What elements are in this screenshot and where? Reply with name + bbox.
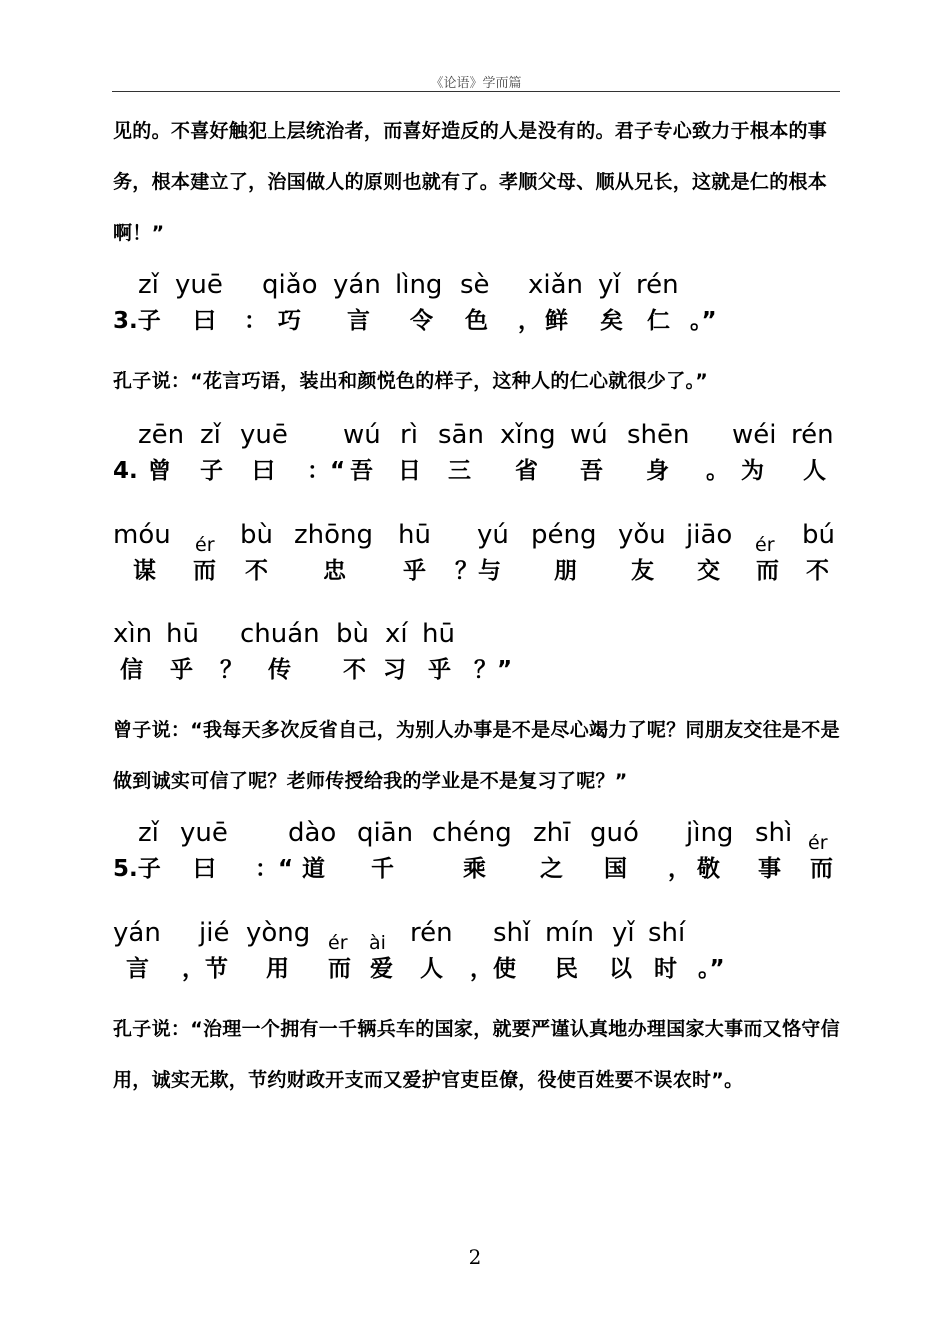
pinyin-syllable: shēn [627,420,690,450]
hanzi-char: 谋 [133,558,156,584]
hanzi-char: 之 [540,856,563,882]
pinyin-syllable: xiǎn [528,270,584,300]
hanzi-char: 曾 [148,458,171,484]
hanzi-char: 千 [371,856,394,882]
page-number: 2 [468,1245,482,1269]
pinyin-syllable: yuē [240,420,288,450]
hanzi-char: 不 [245,558,268,584]
pinyin-syllable: yuē [180,818,228,848]
hanzi-char: 仁 [647,308,670,334]
hanzi-char: 日 [398,458,421,484]
pinyin-syllable: yuē [175,270,223,300]
hanzi-char: 用 [266,956,289,982]
hanzi-char: 身 [646,458,669,484]
hanzi-char: 忠 [323,558,346,584]
pinyin-syllable: ér [808,832,828,854]
hanzi-char: 而 [193,558,216,584]
pinyin-syllable: hū [398,520,431,550]
hanzi-line-verse-4a [0,460,950,500]
hanzi-char: 乎 [403,558,426,584]
pinyin-syllable: zhōng [294,520,374,550]
hanzi-char: ？ [220,657,243,683]
hanzi-char: 事 [758,856,781,882]
hanzi-char: 3.子 [113,308,161,334]
paragraph-translation-3: 孔子说：“花言巧语，装出和颜悦色的样子，这种人的仁心就很少了。” [113,370,709,392]
pinyin-syllable: yǐ [598,270,621,300]
pinyin-syllable: yǒu [618,520,666,550]
pinyin-syllable: yú [477,520,509,550]
hanzi-char: 为 [741,458,764,484]
pinyin-syllable: péng [531,520,597,550]
pinyin-line-verse-4c [0,621,950,661]
pinyin-syllable: xìn [113,619,153,649]
paragraph-translation-5: 孔子说：“治理一个拥有一千辆兵车的国家，就要严谨认真地办理国家大事而又恪守信用，诚实无欺，节约财政开支而又爱护官吏臣僚，役使百姓要不误农时”。 [113,1018,840,1091]
hanzi-char: 习 [383,657,406,683]
hanzi-line-verse-3 [0,310,950,350]
hanzi-char: 道 [302,856,325,882]
pinyin-syllable: zǐ [138,270,159,300]
pinyin-syllable: yǐ [612,918,635,948]
hanzi-char: ， [668,856,691,882]
hanzi-char: 5.子 [113,856,161,882]
hanzi-char: 。 [706,458,729,484]
hanzi-char: 国 [604,856,627,882]
pinyin-syllable: shí [648,918,686,948]
hanzi-char: 吾 [580,458,603,484]
hanzi-char: 吾 [350,458,373,484]
pinyin-syllable: rén [791,420,834,450]
hanzi-char: 乎 [428,657,451,683]
hanzi-char: 三 [448,458,471,484]
pinyin-syllable: shì [755,818,793,848]
pinyin-syllable: zǐ [138,818,159,848]
pinyin-syllable: wú [570,420,608,450]
hanzi-char: ？与 [455,558,501,584]
pinyin-syllable: hū [422,619,455,649]
hanzi-char: 言 [126,956,149,982]
paragraph-translation-2: 见的。不喜好触犯上层统治者，而喜好造反的人是没有的。君子专心致力于根本的事务，根本建立了，治国做人的原则也就有了。孝顺父母、顺从兄长，这就是仁的根本啊！” [113,120,828,244]
hanzi-char: 而 [810,856,833,882]
pinyin-syllable: sān [438,420,484,450]
pinyin-syllable: móu [113,520,171,550]
pinyin-line-verse-5a [0,820,950,860]
hanzi-line-verse-4b [0,560,950,600]
pinyin-syllable: zhī [533,818,571,848]
hanzi-char: 矣 [600,308,623,334]
hanzi-char: 人 [803,458,826,484]
hanzi-char: 爱 [370,956,393,982]
running-header: 《论语》学而篇 [430,76,522,91]
hanzi-char: 色 [465,308,488,334]
pinyin-syllable: ài [369,932,386,954]
hanzi-char: 省 [515,458,538,484]
hanzi-char: 民 [555,956,578,982]
hanzi-char: 。” [698,956,725,982]
pinyin-syllable: bú [802,520,835,550]
hanzi-line-verse-5b [0,958,950,998]
hanzi-char: 传 [268,657,291,683]
pinyin-syllable: jié [199,918,230,948]
pinyin-syllable: ér [195,534,215,556]
pinyin-syllable: yán [333,270,381,300]
hanzi-char: 子 [200,458,223,484]
pinyin-syllable: lìng [395,270,443,300]
hanzi-char: 4. [113,458,138,484]
hanzi-char: 令 [410,308,433,334]
pinyin-syllable: guó [590,818,639,848]
pinyin-syllable: ér [755,534,775,556]
hanzi-char: ： [244,308,267,334]
pinyin-syllable: jìng [686,818,734,848]
pinyin-syllable: mín [545,918,595,948]
hanzi-char: 鲜 [545,308,568,334]
pinyin-line-verse-4a [0,422,950,462]
hanzi-char: 时 [654,956,677,982]
hanzi-char: 乎 [170,657,193,683]
pinyin-syllable: yòng [246,918,311,948]
pinyin-line-verse-5b [0,920,950,960]
hanzi-char: 友 [631,558,654,584]
hanzi-char: 不 [343,657,366,683]
pinyin-syllable: xǐng [500,420,556,450]
hanzi-char: 以 [609,956,632,982]
hanzi-char: ，节 [182,956,228,982]
pinyin-syllable: jiāo [686,520,733,550]
hanzi-char: 不 [806,558,829,584]
hanzi-char: 曰 [252,458,275,484]
hanzi-char: ：“ [307,458,346,484]
hanzi-char: 而 [328,956,351,982]
hanzi-char: 交 [697,558,720,584]
hanzi-char: 信 [120,657,143,683]
hanzi-char: 敬 [697,856,720,882]
pinyin-syllable: bù [240,520,273,550]
pinyin-syllable: wú [343,420,381,450]
pinyin-syllable: hū [166,619,199,649]
hanzi-char: 朋 [554,558,577,584]
hanzi-line-verse-4c [0,659,950,699]
pinyin-syllable: dào [288,818,337,848]
pinyin-syllable: wéi [732,420,777,450]
pinyin-syllable: yán [113,918,161,948]
paragraph-translation-4: 曾子说：“我每天多次反省自己，为别人办事是不是尽心竭力了呢？同朋友交往是不是做到诚实可信了呢？老师传授给我的学业是不是复习了呢？” [113,719,840,792]
hanzi-char: 乘 [463,856,486,882]
pinyin-syllable: zǐ [200,420,221,450]
hanzi-char: 。” [690,308,717,334]
hanzi-char: ，使 [470,956,516,982]
pinyin-syllable: chéng [432,818,512,848]
pinyin-syllable: rén [636,270,679,300]
hanzi-char: ：“ [255,856,294,882]
hanzi-char: ？” [474,657,513,683]
pinyin-line-verse-4b [0,522,950,562]
pinyin-syllable: ér [328,932,348,954]
hanzi-char: 人 [420,956,443,982]
hanzi-char: 曰 [193,308,216,334]
pinyin-syllable: qiān [357,818,414,848]
pinyin-line-verse-3 [0,272,950,312]
pinyin-syllable: bù [336,619,369,649]
pinyin-syllable: sè [460,270,490,300]
pinyin-syllable: zēn [138,420,185,450]
header-rule [112,91,840,92]
hanzi-char: 而 [756,558,779,584]
hanzi-char: ， [518,308,541,334]
pinyin-syllable: chuán [240,619,320,649]
hanzi-char: 巧 [278,308,301,334]
hanzi-char: 曰 [193,856,216,882]
pinyin-syllable: xí [385,619,408,649]
pinyin-syllable: shǐ [493,918,531,948]
pinyin-syllable: rén [410,918,453,948]
pinyin-syllable: qiǎo [262,270,318,300]
pinyin-syllable: rì [400,420,418,450]
hanzi-char: 言 [347,308,370,334]
hanzi-line-verse-5a [0,858,950,898]
